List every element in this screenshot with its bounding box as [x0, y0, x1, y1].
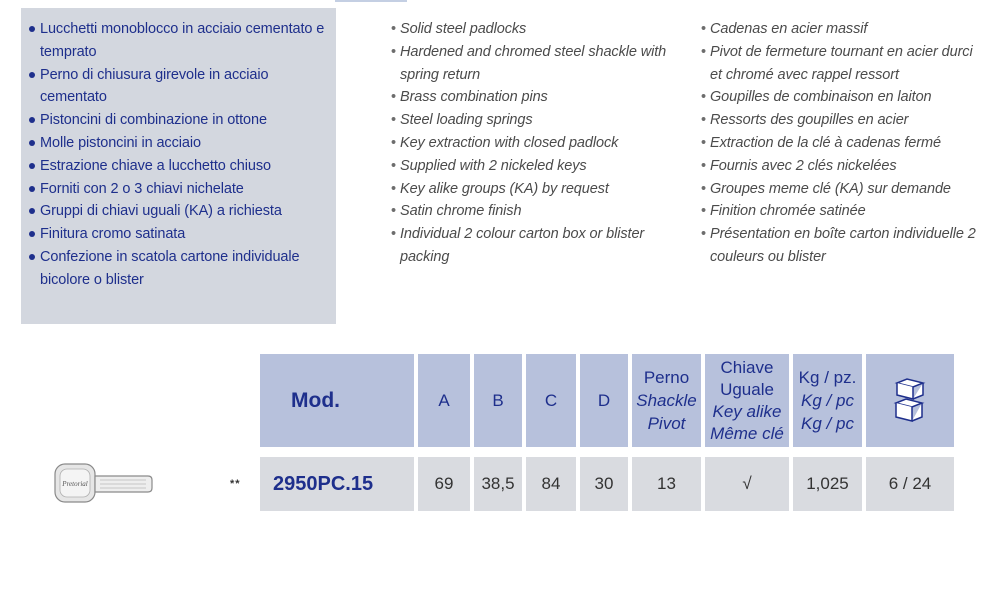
feature-it-item: Molle pistoncini in acciaio [26, 132, 336, 155]
feature-fr-item: • Groupes meme clé (KA) sur demande [701, 180, 951, 197]
feature-it-item: Pistoncini di combinazione in ottone [26, 109, 336, 132]
header-b: B [474, 354, 522, 447]
french-features [697, 18, 985, 269]
feature-it-item: Gruppi di chiavi uguali (KA) a richiesta [26, 200, 336, 223]
feature-fr-item: • Finition chromée satinée [701, 203, 866, 220]
row-marker: ** [230, 478, 241, 490]
key-brand: Pretorial [62, 480, 88, 488]
cell-weight: 1,025 [793, 457, 862, 511]
feature-it-item: Finitura cromo satinata [26, 223, 336, 246]
header-d: D [580, 354, 628, 447]
header-pack [866, 354, 954, 447]
box-icon [893, 377, 927, 425]
cell-shackle: 13 [632, 457, 701, 511]
header-pivot: Pivot [647, 414, 686, 433]
cell-a: 69 [418, 457, 470, 511]
cell-key-alike: √ [705, 457, 789, 511]
header-kg-pc: Kg / pc [801, 414, 854, 433]
header-shackle-en: Shackle [636, 391, 697, 410]
feature-en-item: • Hardened and chromed steel shackle with spring return [391, 43, 667, 83]
feature-fr-item: • Présentation en boîte carton individuelle 2 couleurs ou blister [701, 226, 976, 265]
header-uguale: Uguale [720, 379, 774, 399]
feature-fr-item: • Goupilles de combinaison en laiton [701, 89, 932, 106]
feature-fr-item: • Extraction de la clé à cadenas fermé [701, 134, 941, 151]
italian-features-panel [21, 8, 336, 324]
feature-en-item: • Individual 2 colour carton box or blister packing [391, 226, 645, 265]
feature-fr-item: • Cadenas en acier massif [701, 21, 868, 37]
feature-en-item: • Steel loading springs [391, 112, 533, 129]
key-icon [50, 458, 156, 508]
feature-it-item: Perno di chiusura girevole in acciaio cementato [26, 64, 336, 110]
italian-features-list [21, 8, 336, 292]
header-chiave: Chiave [720, 357, 774, 377]
cell-pack: 6 / 24 [866, 457, 954, 511]
feature-it-item: Confezione in scatola cartone individuale bicolore o blister [26, 246, 336, 292]
header-kg-pz: Kg / pz. [798, 368, 857, 387]
header-kg-pc: Kg / pc [801, 391, 854, 410]
header-shackle [632, 354, 701, 447]
feature-en-item: • Key alike groups (KA) by request [391, 180, 609, 197]
cell-d: 30 [580, 457, 628, 511]
feature-it-item: Forniti con 2 o 3 chiavi nichelate [26, 178, 336, 201]
header-meme-cle: Même clé [710, 423, 784, 443]
feature-fr-item: • Ressorts des goupilles en acier [701, 112, 909, 129]
feature-fr-item: • Pivot de fermeture tournant en acier durci et chromé avec rappel ressort [701, 43, 973, 83]
feature-en-item: • Brass combination pins [391, 89, 548, 106]
english-features [387, 18, 687, 269]
feature-fr-item: • Fournis avec 2 clés nickelées [701, 157, 897, 174]
header-c: C [526, 354, 576, 447]
header-a: A [418, 354, 470, 447]
cell-c: 84 [526, 457, 576, 511]
feature-it-item: Lucchetti monoblocco in acciaio cementato e temprato [26, 18, 336, 64]
feature-en-item: • Satin chrome finish [391, 203, 522, 220]
header-perno: Perno [643, 368, 690, 387]
cell-mod: 2950PC.15 [260, 457, 414, 511]
header-key-alike-en: Key alike [712, 401, 782, 421]
cell-b: 38,5 [474, 457, 522, 511]
top-rule [335, 0, 407, 2]
feature-en-item: • Key extraction with closed padlock [391, 134, 619, 151]
header-weight [793, 354, 862, 447]
header-key-alike [705, 354, 789, 447]
feature-en-item: • Supplied with 2 nickeled keys [391, 157, 587, 174]
feature-en-item: • Solid steel padlocks [391, 21, 527, 37]
feature-it-item: Estrazione chiave a lucchetto chiuso [26, 155, 336, 178]
header-mod: Mod. [260, 354, 414, 447]
